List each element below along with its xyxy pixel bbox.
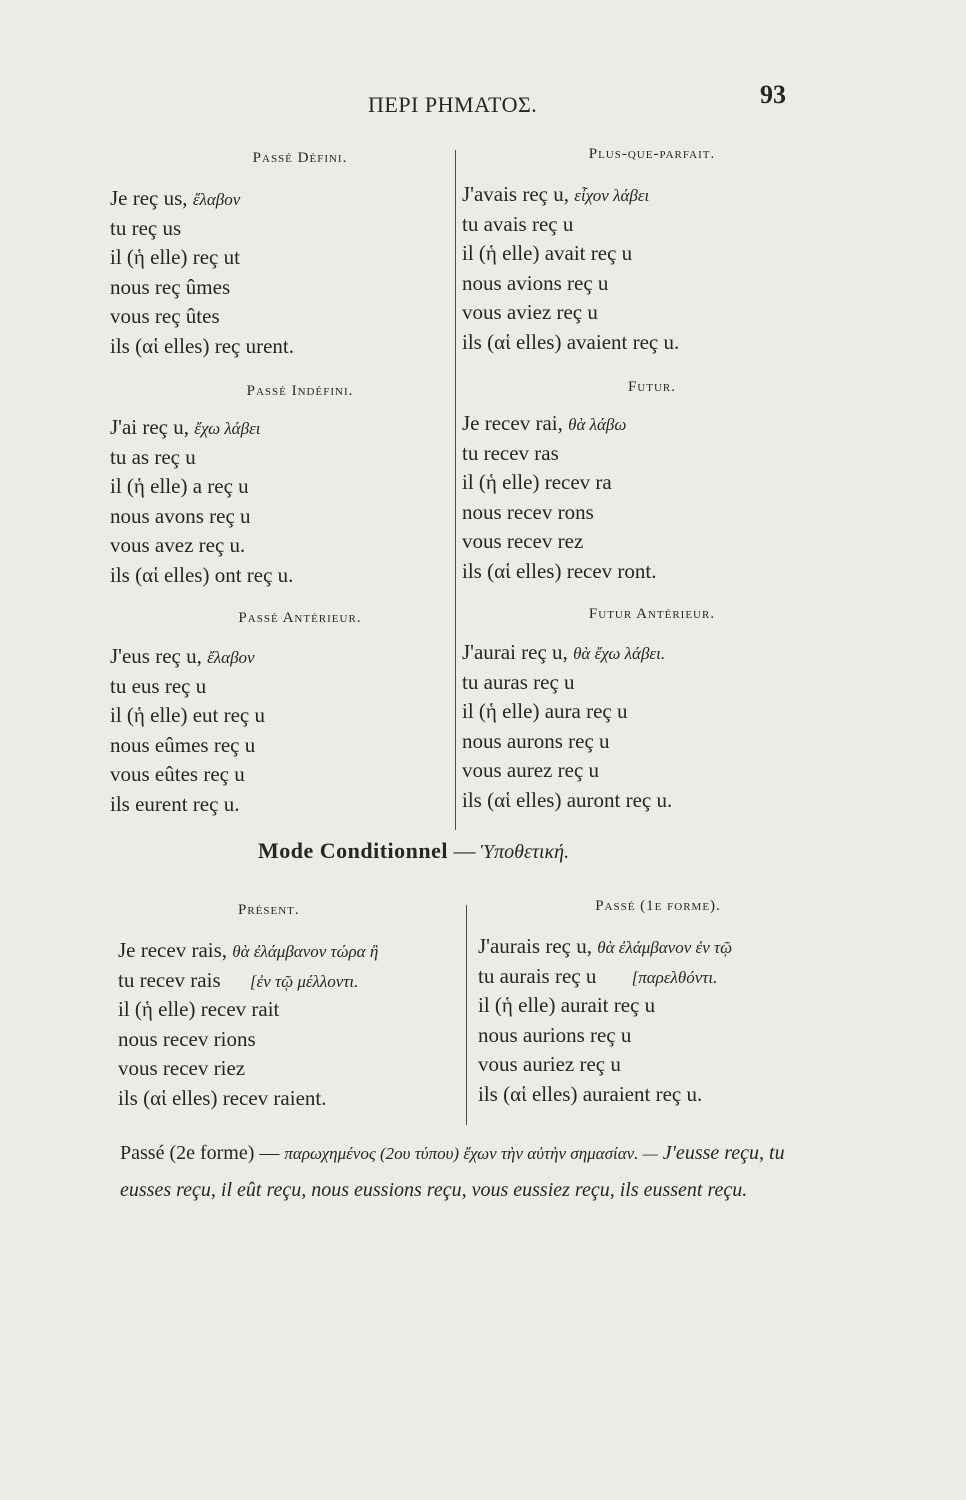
conjugation-line: nous reç ûmes <box>110 274 231 299</box>
conjugation-line: nous recev rons <box>462 499 594 524</box>
paragraph-greek: παρωχημένος (2ου τύπου) ἔχων τὴν αὐτὴν σημασίαν. — <box>284 1144 658 1163</box>
section-heading-plus-que-parfait: Plus-que-parfait. <box>588 146 716 162</box>
paragraph-lead: Passé (2e forme) — <box>120 1142 280 1164</box>
conjugation-line: il (ἡ elle) a reç u <box>110 474 249 498</box>
section-heading-passe-anterieur: Passé Antérieur. <box>238 610 362 626</box>
conjugation-line: ils (αἱ elles) ont reç u. <box>110 562 294 587</box>
conjugation-line: Je recev rai, θὰ λάβω <box>462 411 627 435</box>
conjugation-line: Je reç us, ἔλαβον <box>110 186 241 210</box>
conjugation-line: tu aurais reç u [παρελθόντι. <box>478 963 718 988</box>
conjugation-line: ils (αἱ elles) recev ront. <box>462 558 657 583</box>
left-column <box>110 146 490 819</box>
conjugation-line: J'avais reç u, εἶχον λάβει <box>462 182 650 206</box>
section-heading-present: Présent. <box>238 902 300 918</box>
conjugation-line: nous avions reç u <box>462 270 609 295</box>
conjugation-line: il (ἡ elle) recev rait <box>118 997 280 1021</box>
conjugation-line: tu auras reç u <box>462 669 575 694</box>
conjugation-line: Je recev rais, θὰ ἐλάμβανον τώρα ἢ <box>118 938 379 962</box>
conjugation-line: J'ai reç u, ἔχω λάβει <box>110 415 261 439</box>
mode-greek-title: Ὑποθετική. <box>481 841 570 863</box>
conjugation-line: tu reç us <box>110 215 182 240</box>
conjugation-line: il (ἡ elle) aura reç u <box>462 699 628 723</box>
conjugation-line: tu recev ras <box>462 440 559 465</box>
conjugation-line: il (ἡ elle) eut reç u <box>110 703 265 727</box>
section-heading-passe-indefini: Passé Indéfini. <box>246 383 354 399</box>
passe-2e-forme-paragraph <box>120 1135 830 1208</box>
conjugation-line: tu eus reç u <box>110 673 207 698</box>
conjugation-line: ils (αἱ elles) recev raient. <box>118 1085 327 1110</box>
conjugation-line: il (ἡ elle) avait reç u <box>462 241 633 265</box>
conjugation-line: ils eurent reç u. <box>110 791 240 816</box>
conjugation-line: vous recev riez <box>118 1056 246 1080</box>
column-divider <box>455 150 456 830</box>
conjugation-line: nous eûmes reç u <box>110 732 256 757</box>
section-heading-futur: Futur. <box>627 379 677 395</box>
conjugation-line: vous aurez reç u <box>462 758 600 782</box>
section-heading-passe-defini: Passé Défini. <box>252 150 348 166</box>
conjugation-line: nous aurons reç u <box>462 728 610 753</box>
conjugation-line: nous aurions reç u <box>478 1022 632 1047</box>
section-heading-passe-1e-forme: Passé (1e forme). <box>595 898 721 914</box>
conjugation-line: vous recev rez <box>462 529 584 553</box>
mode-dash: — <box>453 838 476 863</box>
conjugation-line: tu as reç u <box>110 444 196 469</box>
conditional-passe-column <box>478 894 838 1109</box>
paragraph-forms: J'eusse reçu, tu eusses reçu, il eût reçu, nous eussions reçu, vous eussiez reçu, ils eussent reçu. <box>120 1142 785 1201</box>
running-title: ΠΕΡΙ ΡΗΜΑΤΟΣ. <box>368 92 538 117</box>
column-divider <box>466 905 467 1125</box>
right-column <box>462 142 842 815</box>
page-number: 93 <box>760 80 786 109</box>
section-heading-futur-anterieur: Futur Antérieur. <box>588 606 716 622</box>
conjugation-line: ils (αἱ elles) auraient reç u. <box>478 1081 703 1106</box>
conjugation-line: tu recev rais [ἐν τῷ μέλλοντι. <box>118 967 359 992</box>
conjugation-line: vous reç ûtes <box>110 304 220 328</box>
conjugation-line: vous aviez reç u <box>462 300 598 324</box>
conjugation-line: vous eûtes reç u <box>110 762 245 786</box>
conjugation-line: ils (αἱ elles) reç urent. <box>110 333 294 358</box>
conjugation-line: J'aurai reç u, θὰ ἔχω λάβει. <box>462 640 666 664</box>
conjugation-line: nous recev rions <box>118 1026 256 1051</box>
conjugation-line: J'aurais reç u, θὰ ἐλάμβανον ἐν τῷ <box>478 934 733 958</box>
conjugation-line: il (ἡ elle) reç ut <box>110 245 240 269</box>
mode-conditionnel-heading <box>258 838 569 864</box>
conjugation-line: vous avez reç u. <box>110 533 246 557</box>
mode-title: Mode Conditionnel <box>258 838 449 863</box>
conjugation-line: J'eus reç u, ἔλαβον <box>110 644 255 668</box>
conjugation-line: il (ἡ elle) recev ra <box>462 470 612 494</box>
conjugation-line: il (ἡ elle) aurait reç u <box>478 993 656 1017</box>
conjugation-line: vous auriez reç u <box>478 1052 621 1076</box>
conditional-present-column <box>118 898 498 1113</box>
conjugation-line: ils (αἱ elles) auront reç u. <box>462 787 673 812</box>
conjugation-line: nous avons reç u <box>110 503 251 528</box>
conjugation-line: tu avais reç u <box>462 211 574 236</box>
conjugation-line: ils (αἱ elles) avaient reç u. <box>462 329 680 354</box>
